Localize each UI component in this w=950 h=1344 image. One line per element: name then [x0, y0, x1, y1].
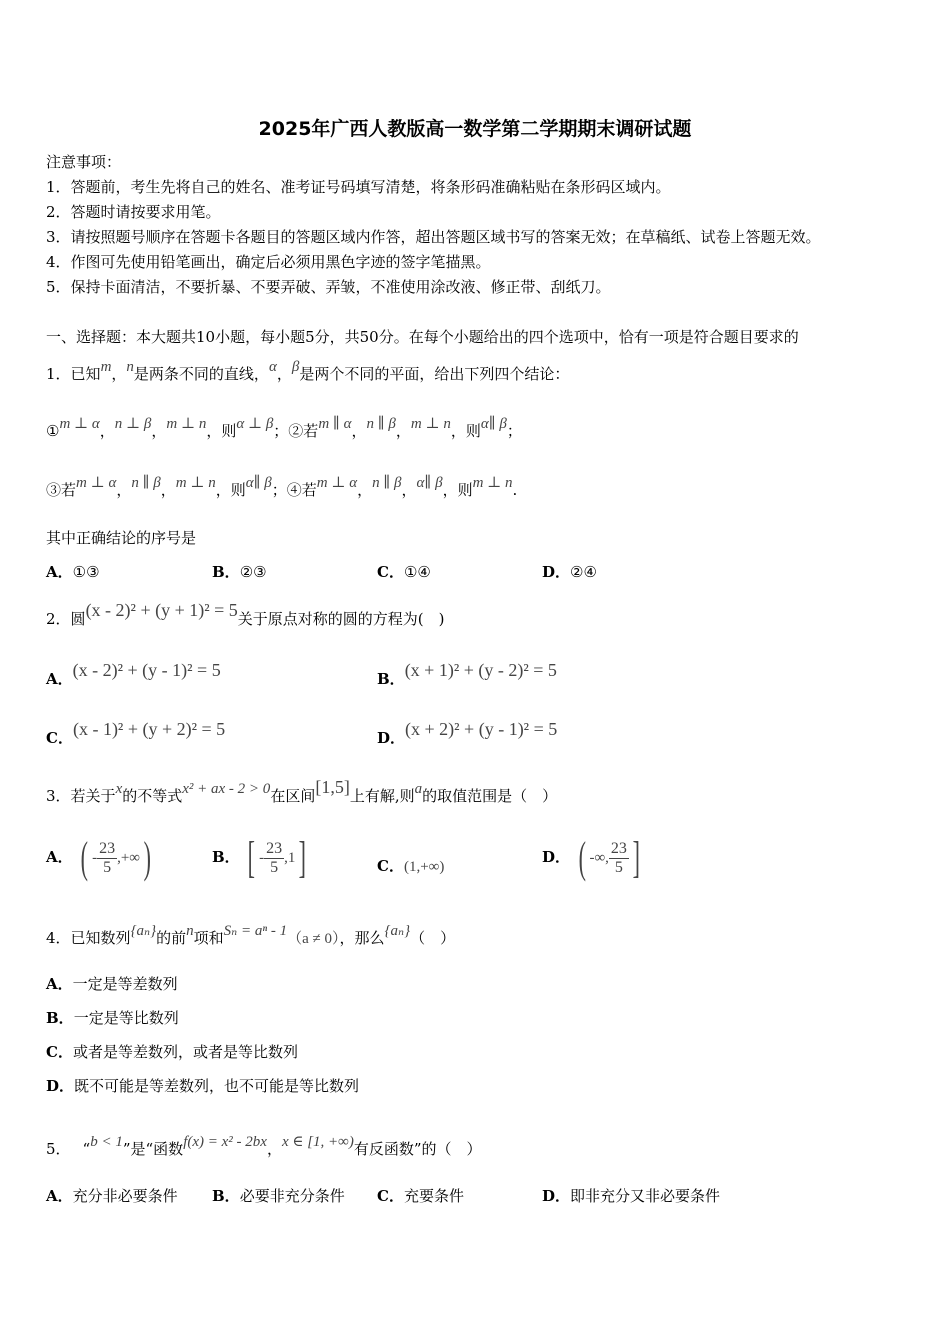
notice-item: 3．请按照题号顺序在答题卡各题目的答题区域内作答，超出答题区域书写的答案无效；在草稿纸、试卷上答题无效。: [46, 228, 821, 246]
question-1-option-d[interactable]: D．②④: [542, 563, 597, 581]
question-1-option-a[interactable]: A．①③: [46, 563, 100, 581]
page-title: 2025年广西人教版高一数学第二学期期末调研试题: [258, 118, 692, 140]
question-2-option-c[interactable]: C．(x - 1)² + (y + 2)² = 5: [46, 719, 226, 747]
question-2-option-d[interactable]: D．(x + 2)² + (y - 1)² = 5: [377, 719, 558, 747]
question-5-option-c[interactable]: C．充要条件: [377, 1187, 464, 1205]
question-4-option-b[interactable]: B．一定是等比数列: [46, 1009, 179, 1027]
question-3-stem: 3．若关于x的不等式x² + ax - 2 > 0在区间[1,5]上有解,则a的取值范围是（ ）: [46, 777, 558, 805]
question-5-option-b[interactable]: B．必要非充分条件: [212, 1187, 345, 1205]
question-1-stem: 1．已知m，n是两条不同的直线，α，β是两个不同的平面，给出下列四个结论：: [46, 359, 570, 383]
question-3-option-c[interactable]: C．(1,+∞): [377, 857, 445, 875]
question-3-option-d[interactable]: D． ( -∞, $\frac{23}{5}$ ]: [542, 833, 640, 882]
question-1-option-c[interactable]: C．①④: [377, 563, 431, 581]
question-1-ask: 其中正确结论的序号是: [46, 529, 197, 547]
question-4-stem: 4．已知数列{aₙ}的前n项和Sₙ = aⁿ - 1（a ≠ 0），那么{aₙ}（ ）: [46, 923, 456, 947]
question-2-option-b[interactable]: B．(x + 1)² + (y - 2)² = 5: [377, 660, 557, 688]
question-1-conclusions-b: ③若m ⊥ α，n ∥ β，m ⊥ n，则α∥ β；④若m ⊥ α，n ∥ β，α∥ β，则m ⊥ n.: [46, 475, 518, 499]
notice-heading: 注意事项：: [46, 153, 122, 171]
question-2-stem: 2．圆(x - 2)² + (y + 1)² = 5关于原点对称的圆的方程为( ): [46, 600, 445, 628]
notice-item: 1．答题前，考生先将自己的姓名、准考证号码填写清楚，将条形码准确粘贴在条形码区域内。: [46, 178, 671, 196]
question-5-option-a[interactable]: A．充分非必要条件: [46, 1187, 178, 1205]
question-5-stem: 5． “b < 1”是“函数f(x) = x² - 2bx，x ∈ [1, +∞)有反函数”的（ ）: [46, 1134, 482, 1158]
question-4-option-a[interactable]: A．一定是等差数列: [46, 975, 178, 993]
notice-item: 4．作图可先使用铅笔画出，确定后必须用黑色字迹的签字笔描黑。: [46, 253, 491, 271]
section-heading: 一、选择题：本大题共10小题，每小题5分，共50分。在每个小题给出的四个选项中，恰有一项是符合题目要求的: [46, 328, 799, 346]
question-2-option-a[interactable]: A．(x - 2)² + (y - 1)² = 5: [46, 660, 221, 688]
question-1-option-b[interactable]: B．②③: [212, 563, 267, 581]
question-1-conclusions-a: ①m ⊥ α，n ⊥ β，m ⊥ n，则α ⊥ β；②若m ∥ α，n ∥ β，m ⊥ n，则α∥ β；: [46, 416, 522, 440]
notice-item: 5．保持卡面清洁，不要折暴、不要弄破、弄皱，不准使用涂改液、修正带、刮纸刀。: [46, 278, 611, 296]
notice-item: 2．答题时请按要求用笔。: [46, 203, 221, 221]
question-4-option-c[interactable]: C．或者是等差数列，或者是等比数列: [46, 1043, 298, 1061]
question-4-option-d[interactable]: D．既不可能是等差数列，也不可能是等比数列: [46, 1077, 360, 1095]
question-3-option-b[interactable]: B． [ - $\frac{23}{5}$ ,1]: [212, 833, 307, 882]
question-5-option-d[interactable]: D．即非充分又非必要条件: [542, 1187, 721, 1205]
question-3-option-a[interactable]: A． ( - $\frac{23}{5}$ ,+∞): [46, 833, 151, 882]
